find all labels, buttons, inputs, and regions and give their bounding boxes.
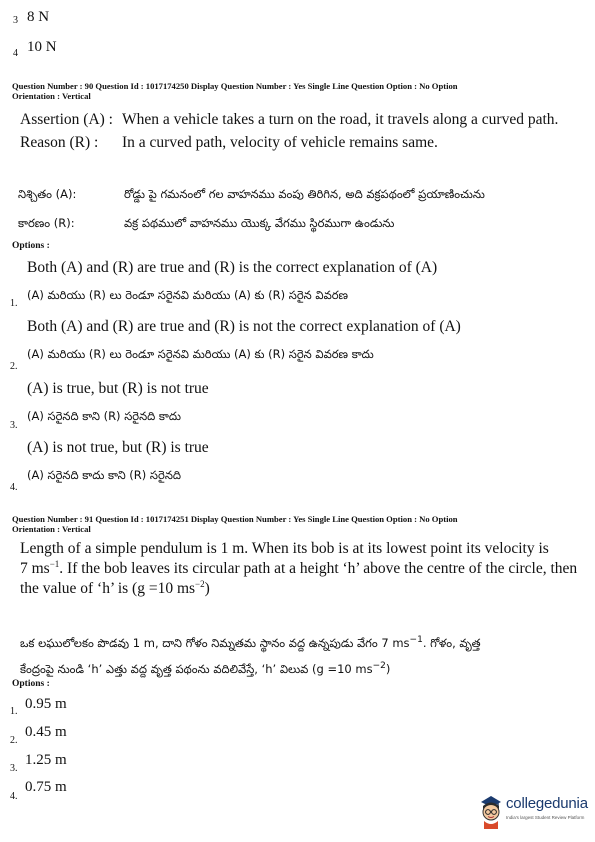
option-english: (A) is not true, but (R) is true <box>27 439 209 456</box>
graduate-face-icon <box>478 793 504 834</box>
options-label: Options : <box>12 679 50 689</box>
option-english: Both (A) and (R) are true and (R) is the correct explanation of (A) <box>27 259 438 276</box>
prev-option-text: 8 N <box>27 9 50 25</box>
collegedunia-logo <box>478 793 593 833</box>
question-meta-line: Question Number : 91 Question Id : 1017174251 Display Question Number : Yes Single Line Question Option : No Option <box>12 514 458 524</box>
question-meta-line: Question Number : 90 Question Id : 1017174250 Display Question Number : Yes Single Line Question Option : No Option <box>12 81 458 91</box>
question-line: 7 $ms^{-1}$. If the bob leaves its circular path at a height ‘h’ above the centre of the circle, then <box>20 558 578 577</box>
option-text: 0.95 m <box>25 696 67 712</box>
options-label: Options : <box>12 241 50 251</box>
option-telugu: (A) మరియు (R) లు రెండూ సరైనవి మరియు (A) కు (R) సరైన వివరణ <box>27 288 349 302</box>
question-line: ఒక లఘులోలకం పొడవు 1 m, దాని గోళం నిమ్నతమ స్థానం వద్ద ఉన్నపుడు వేగం 7 $ms^{-1}$. గోళం, వృత్త <box>20 635 481 650</box>
option-number: 1. <box>10 298 18 309</box>
reason-label: Reason (R) : <box>20 134 99 151</box>
option-telugu: (A) మరియు (R) లు రెండూ సరైనవి మరియు (A) కు (R) సరైన వివరణ కాదు <box>27 347 374 361</box>
option-english: (A) is true, but (R) is not true <box>27 380 209 397</box>
question-meta <box>12 82 458 101</box>
option-telugu: (A) సరైనది కాదు కాని (R) సరైనది <box>27 468 182 482</box>
option-english: Both (A) and (R) are true and (R) is not the correct explanation of (A) <box>27 318 461 335</box>
option-number: 3. <box>10 763 18 774</box>
option-text: 0.45 m <box>25 724 67 740</box>
option-text: 0.75 m <box>25 779 67 795</box>
question-text-telugu <box>20 630 585 682</box>
option-number: 4. <box>10 482 18 493</box>
question-meta <box>12 515 458 534</box>
option-telugu: (A) సరైనది కాని (R) సరైనది కాదు <box>27 409 182 423</box>
question-meta-line: Orientation : Vertical <box>12 90 91 101</box>
question-text-english <box>20 539 580 599</box>
telugu-reason-label: కారణం (R): <box>18 216 75 230</box>
question-line: కేంద్రంపై నుండి ‘h’ ఎత్తు వద్ద వృత్త పథంను వదిలివేస్తే, ‘h’ విలువ (g =10 $ms^{-2}$) <box>20 661 391 676</box>
option-text: 1.25 m <box>25 752 67 768</box>
assertion-label: Assertion (A) : <box>20 111 113 128</box>
option-number: 2. <box>10 735 18 746</box>
logo-wordmark: collegedunia <box>506 795 588 812</box>
logo-tagline: India's largest Student Review Platform <box>506 815 585 820</box>
option-number: 3. <box>10 420 18 431</box>
assertion-text: When a vehicle takes a turn on the road, it travels along a curved path. <box>122 111 559 128</box>
option-number: 1. <box>10 706 18 717</box>
prev-option-number: 4 <box>13 48 18 59</box>
telugu-assertion-text: రోడ్డు పై గమనంలో గల వాహనము వంపు తిరిగిన, అది వక్రపథంలో ప్రయాణించును <box>124 187 485 201</box>
telugu-assertion-label: నిశ్చితం (A): <box>18 187 77 201</box>
prev-option-text: 10 N <box>27 39 57 55</box>
option-number: 4. <box>10 791 18 802</box>
prev-option-number: 3 <box>13 15 18 26</box>
telugu-reason-text: వక్ర పథములో వాహనము యొక్క వేగము స్థిరముగా ఉండును <box>124 216 395 230</box>
option-number: 2. <box>10 361 18 372</box>
reason-text: In a curved path, velocity of vehicle remains same. <box>122 134 438 151</box>
question-line: Length of a simple pendulum is 1 m. When its bob is at its lowest point its velocity is <box>20 540 549 557</box>
question-line: the value of ‘h’ is (g =10 $ms^{-2}$) <box>20 578 210 597</box>
question-meta-line: Orientation : Vertical <box>12 523 91 534</box>
